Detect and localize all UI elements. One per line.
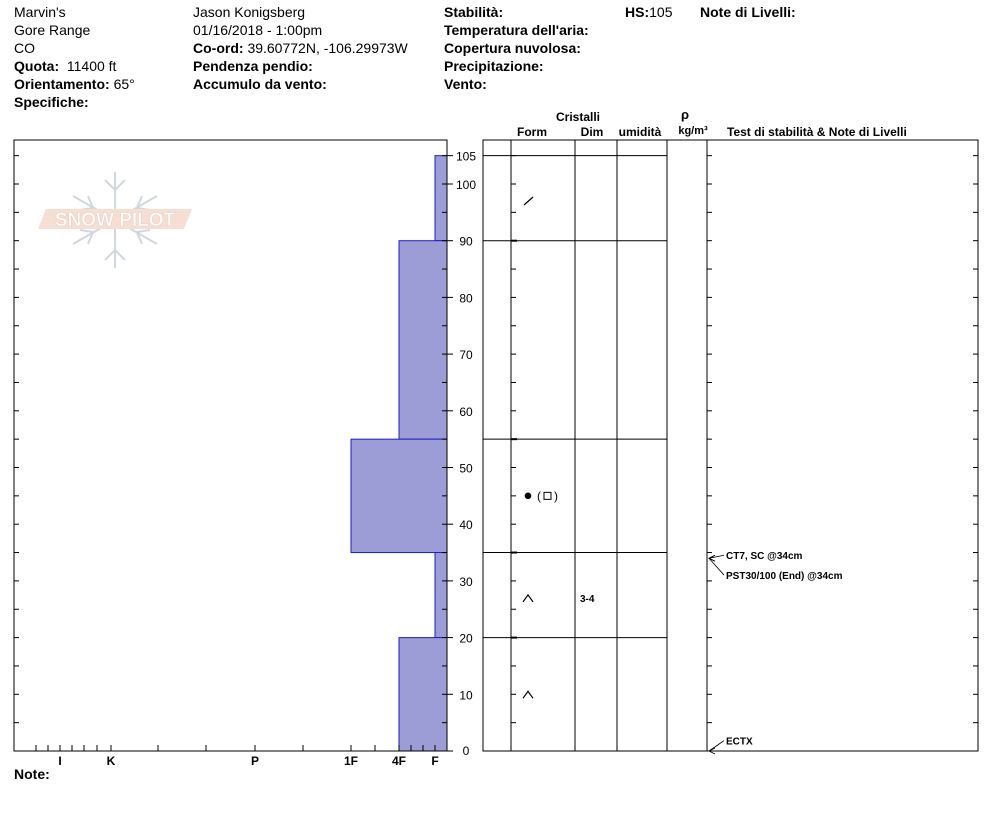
moisture-header: umidità <box>618 125 662 139</box>
form-mark-dot <box>525 493 532 500</box>
elevation-label: Quota: <box>14 58 60 74</box>
form-mark-box <box>544 492 551 499</box>
cloud-cover-label: Copertura nuvolosa: <box>444 40 581 56</box>
stability-test-label: PST30/100 (End) @34cm <box>726 571 843 583</box>
aspect-value: 65° <box>113 76 135 92</box>
hardness-label: K <box>106 754 116 768</box>
layer-notes-label: Note di Livelli: <box>700 4 796 20</box>
hardness-label: P <box>250 754 260 768</box>
depth-label: 40 <box>459 518 473 533</box>
depth-label: 70 <box>459 348 473 363</box>
stability-label: Stabilità: <box>444 4 504 20</box>
hardness-label: I <box>58 754 62 768</box>
form-mark-slash <box>524 197 533 205</box>
logo-text: SNOW PILOT <box>54 210 176 231</box>
wind-loading-label: Accumulo da vento: <box>193 76 327 92</box>
snowpilot-logo <box>38 172 192 268</box>
air-temp-label: Temperatura dell'aria: <box>444 22 589 38</box>
location-name: Marvin's <box>14 4 66 20</box>
coord-value: 39.60772N, -106.29973W <box>247 40 408 56</box>
hardness-axis-labels <box>58 754 438 768</box>
density-symbol: ρ <box>680 107 690 122</box>
form-mark-caret <box>523 691 533 698</box>
form-mark-caret <box>523 595 533 602</box>
density-unit: kg/m³ <box>678 125 708 137</box>
depth-label: 10 <box>459 688 473 703</box>
depth-label: 0 <box>462 744 470 758</box>
hs-label: HS: <box>625 4 650 20</box>
slope-label: Pendenza pendio: <box>193 58 313 74</box>
depth-label: 60 <box>459 404 473 419</box>
tests-header: Test di stabilità & Note di Livelli <box>727 125 907 139</box>
depth-label: 50 <box>459 461 473 476</box>
depth-label: 20 <box>459 631 473 646</box>
depth-label: 90 <box>459 234 473 249</box>
form-mark-close-paren: ) <box>554 488 558 503</box>
stability-test-label: CT7, SC @34cm <box>726 551 803 563</box>
stability-test-label: ECTX <box>726 736 753 748</box>
hardness-bar-0 <box>435 156 447 241</box>
depth-label: 30 <box>459 574 473 589</box>
stability-tests <box>709 551 843 754</box>
range-name: Gore Range <box>14 22 91 38</box>
hardness-bars <box>351 156 447 751</box>
crystals-header: Cristalli <box>555 110 601 124</box>
wind-label: Vento: <box>444 76 487 92</box>
hardness-label: 4F <box>391 754 407 768</box>
form-header: Form <box>517 125 547 139</box>
precipitation-label: Precipitazione: <box>444 58 544 74</box>
grain-size-label: 3-4 <box>580 593 595 605</box>
depth-label: 80 <box>459 291 473 306</box>
hardness-label: 1F <box>343 754 359 768</box>
grain-size-labels <box>580 594 595 605</box>
observation-datetime: 01/16/2018 - 1:00pm <box>193 22 323 38</box>
depth-axis <box>447 150 476 758</box>
size-header: Dim <box>580 125 604 139</box>
aspect-label: Orientamento: <box>14 76 110 92</box>
hs-value: 105 <box>649 4 673 20</box>
hardness-bar-4 <box>399 638 447 751</box>
specifics-label: Specifiche: <box>14 94 89 110</box>
hardness-label: F <box>431 754 439 768</box>
form-mark-open-paren: ( <box>537 488 541 503</box>
depth-label: 105 <box>455 149 477 164</box>
crystal-table-frame <box>483 140 978 751</box>
state-name: CO <box>14 40 35 56</box>
note-label: Note: <box>14 766 50 782</box>
test-pointer-line <box>709 558 724 575</box>
coord-label: Co-ord: <box>193 40 244 56</box>
depth-label: 100 <box>455 178 477 192</box>
grain-form-marks <box>523 197 558 698</box>
hardness-bar-1 <box>399 241 447 439</box>
hardness-bar-2 <box>351 439 447 552</box>
elevation-value: 11400 ft <box>66 58 117 74</box>
hardness-bar-3 <box>435 553 447 638</box>
observer-name: Jason Konigsberg <box>193 4 306 20</box>
